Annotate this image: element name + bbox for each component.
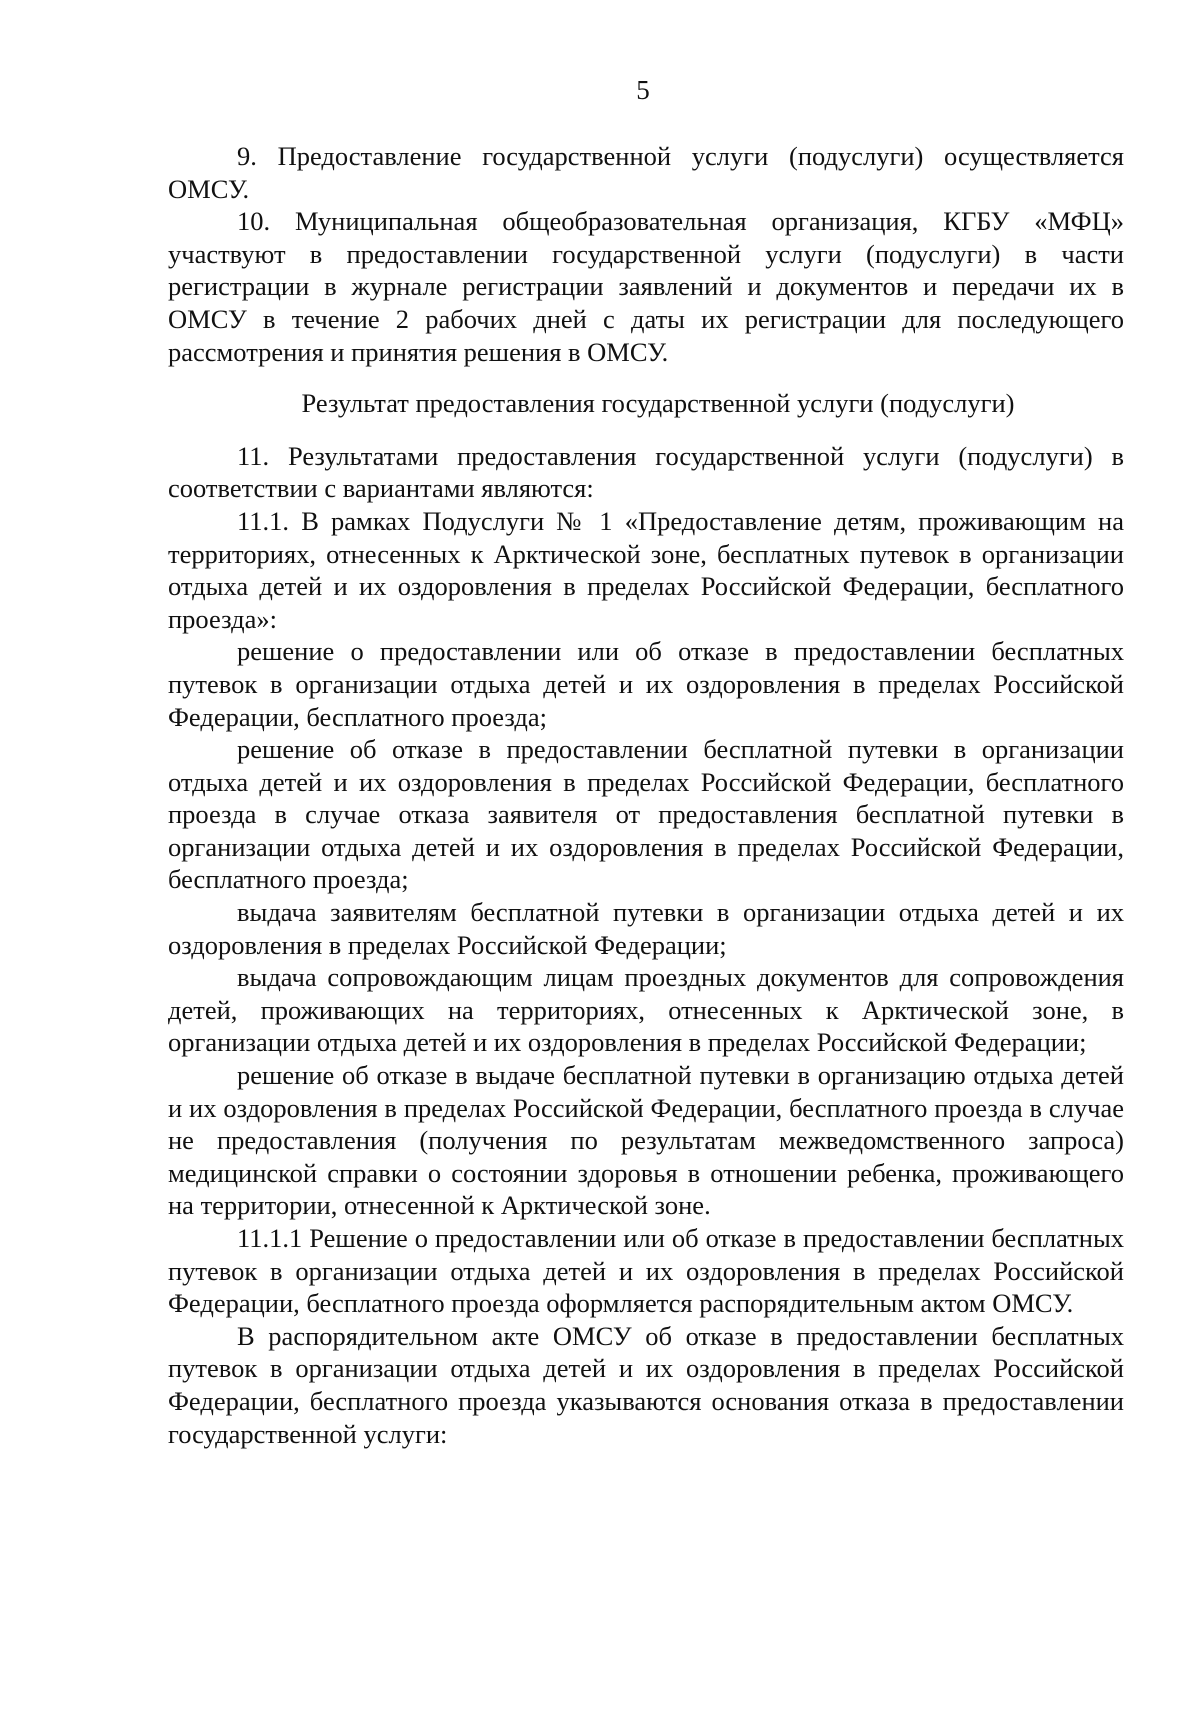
list-item-travel-documents: выдача сопровождающим лицам проездных документов для сопровождения детей, проживающих на территориях, отнесенных к Арктической зоне, в организации отдыха детей и их оздоровления в пределах Российской Федерации; <box>168 962 1124 1058</box>
paragraph-11-1-1: 11.1.1 Решение о предоставлении или об отказе в предоставлении бесплатных путевок в организации отдыха детей и их оздоровления в пределах Российской Федерации, бесплатного проезда оформляется распорядительным актом ОМСУ. <box>168 1223 1124 1319</box>
document-body <box>168 140 1124 1450</box>
list-item-issue-voucher: выдача заявителям бесплатной путевки в организации отдыха детей и их оздоровления в пределах Российской Федерации; <box>168 897 1124 960</box>
list-item-refusal-medical: решение об отказе в выдаче бесплатной путевки в организацию отдыха детей и их оздоровления в пределах Российской Федерации, бесплатного проезда в случае не предоставления (получения по результатам межведомственного запроса) медицинской справки о состоянии здоровья в отношении ребенка, проживающего на территории, отнесенной к Арктической зоне. <box>168 1060 1124 1221</box>
paragraph-10: 10. Муниципальная общеобразовательная организация, КГБУ «МФЦ» участвуют в предоставлении государственной услуги (подуслуги) в части регистрации в журнале регистрации заявлений и документов и передачи их в ОМСУ в течение 2 рабочих дней с даты их регистрации для последующего рассмотрения и принятия решения в ОМСУ. <box>168 206 1124 367</box>
paragraph-refusal-grounds: В распорядительном акте ОМСУ об отказе в предоставлении бесплатных путевок в организации отдыха детей и их оздоровления в пределах Российской Федерации, бесплатного проезда указываются основания отказа в предоставлении государственной услуги: <box>168 1320 1124 1449</box>
paragraph-11: 11. Результатами предоставления государственной услуги (подуслуги) в соответствии с вариантами являются: <box>168 440 1124 504</box>
paragraph-11-1: 11.1. В рамках Подуслуги № 1 «Предоставление детям, проживающим на территориях, отнесенных к Арктической зоне, бесплатных путевок в организации отдыха детей и их оздоровления в пределах Российской Федерации, бесплатного проезда»: <box>168 505 1124 634</box>
list-item-refusal-applicant: решение об отказе в предоставлении бесплатной путевки в организации отдыха детей и их оздоровления в пределах Российской Федерации, бесплатного проезда в случае отказа заявителя от предоставления бесплатной путевки в организации отдыха детей и их оздоровления в пределах Российской Федерации, бесплатного проезда; <box>168 734 1124 895</box>
section-heading: Результат предоставления государственной услуги (подуслуги) <box>301 388 1015 419</box>
page-number: 5 <box>636 75 650 105</box>
paragraph-9: 9. Предоставление государственной услуги (подуслуги) осуществляется ОМСУ. <box>168 141 1124 204</box>
list-item-decision-free-vouchers: решение о предоставлении или об отказе в предоставлении бесплатных путевок в организации отдыха детей и их оздоровления в пределах Российской Федерации, бесплатного проезда; <box>168 636 1124 732</box>
